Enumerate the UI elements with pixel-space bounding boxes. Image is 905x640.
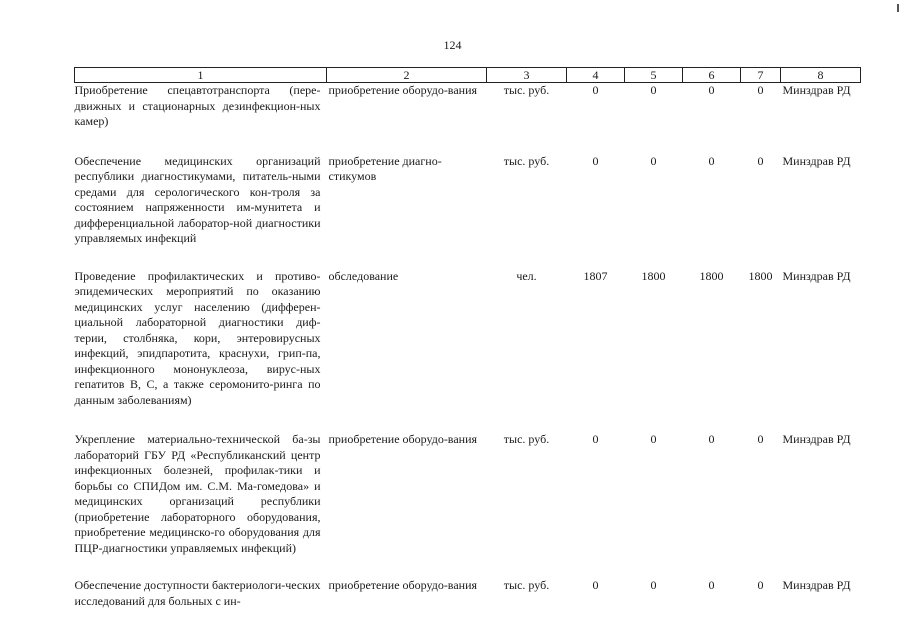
value-cell: 0	[708, 432, 715, 446]
row-spacer	[75, 247, 861, 269]
executor-cell: Минздрав РД	[782, 268, 851, 283]
value-cell: 1800	[748, 268, 773, 283]
table-row	[75, 269, 861, 409]
value-cell: 0	[708, 578, 715, 592]
row-spacer	[75, 408, 861, 432]
unit-cell: тыс. руб.	[503, 578, 550, 592]
activity-cell: Обеспечение доступности бактериологи-ческих исследований для больных с ин-	[74, 578, 321, 608]
activity-cell: Обеспечение медицинских организаций республики диагностикумами, питатель-ными средами для серологического кон-троля за состоянием напряженности им-мунитета и дифференциальной лаборатор-ной диагностики управляемых инфекций	[74, 153, 321, 245]
indicator-cell: обследование	[328, 268, 399, 283]
value-cell: 0	[708, 153, 715, 168]
activity-cell: Проведение профилактических и противо-эпидемических мероприятий по оказанию медицинских услуг населению (дифферен-циальной лабораторной диагностики диф-терии, столбняка, кори, энтеровирусных инфекций, эпидпаротита, краснухи, грип-па, инфекционного мононуклеоза, вирус-ных гепатитов В, С, а также серомонито-ринга по данным заболеваниям)	[74, 268, 321, 407]
indicator-cell: приобретение оборудо-вания	[328, 432, 478, 446]
value-cell: 0	[708, 83, 715, 97]
column-number: 5	[625, 68, 683, 83]
unit-cell: чел.	[516, 268, 537, 283]
value-cell: 0	[757, 83, 764, 97]
value-cell: 0	[757, 432, 764, 446]
unit-cell: тыс. руб.	[503, 83, 550, 97]
value-cell: 1807	[583, 268, 608, 283]
unit-cell: тыс. руб.	[503, 153, 550, 168]
executor-cell: Минздрав РД	[782, 578, 851, 592]
indicator-cell: приобретение оборудо-вания	[328, 83, 478, 97]
value-cell: 0	[650, 578, 657, 592]
value-cell: 1800	[699, 268, 724, 283]
value-cell: 0	[757, 578, 764, 592]
value-cell: 0	[592, 153, 599, 168]
value-cell: 0	[757, 153, 764, 168]
column-number: 1	[75, 68, 327, 83]
value-cell: 0	[650, 432, 657, 446]
unit-cell: тыс. руб.	[503, 432, 550, 446]
measures-table	[74, 67, 861, 609]
value-cell: 0	[650, 83, 657, 97]
executor-cell: Минздрав РД	[782, 83, 851, 97]
table-row	[75, 432, 861, 556]
value-cell: 1800	[641, 268, 666, 283]
column-number: 3	[487, 68, 567, 83]
column-number: 8	[781, 68, 861, 83]
indicator-cell: приобретение диагно-стикумов	[328, 153, 442, 183]
table-row	[75, 83, 861, 130]
column-number: 4	[567, 68, 625, 83]
activity-cell: Укрепление материально-технической ба-зы лабораторий ГБУ РД «Республиканский центр инфекционных болезней, профилак-тики и борьбы со СПИДом им. С.М. Ма-гомедова» и медицинских организаций республики (приобретение лабораторного оборудования, приобретение медицинско-го оборудования для ПЦР-диагностики управляемых инфекций)	[74, 432, 321, 555]
page-number: 124	[443, 38, 462, 52]
executor-cell: Минздрав РД	[782, 432, 851, 446]
value-cell: 0	[592, 432, 599, 446]
column-number-row	[75, 68, 861, 83]
indicator-cell: приобретение оборудо-вания	[328, 578, 478, 592]
column-number: 6	[683, 68, 741, 83]
column-number: 7	[741, 68, 781, 83]
activity-cell: Приобретение спецавтотранспорта (пере-движных и стационарных дезинфекцион-ных камер)	[74, 83, 321, 128]
value-cell: 0	[592, 578, 599, 592]
executor-cell: Минздрав РД	[782, 153, 851, 168]
table-row	[75, 578, 861, 609]
value-cell: 0	[650, 153, 657, 168]
row-spacer	[75, 130, 861, 154]
value-cell: 0	[592, 83, 599, 97]
row-spacer	[75, 556, 861, 578]
table-row	[75, 154, 861, 247]
scan-edge-mark	[897, 4, 899, 12]
column-number: 2	[327, 68, 487, 83]
